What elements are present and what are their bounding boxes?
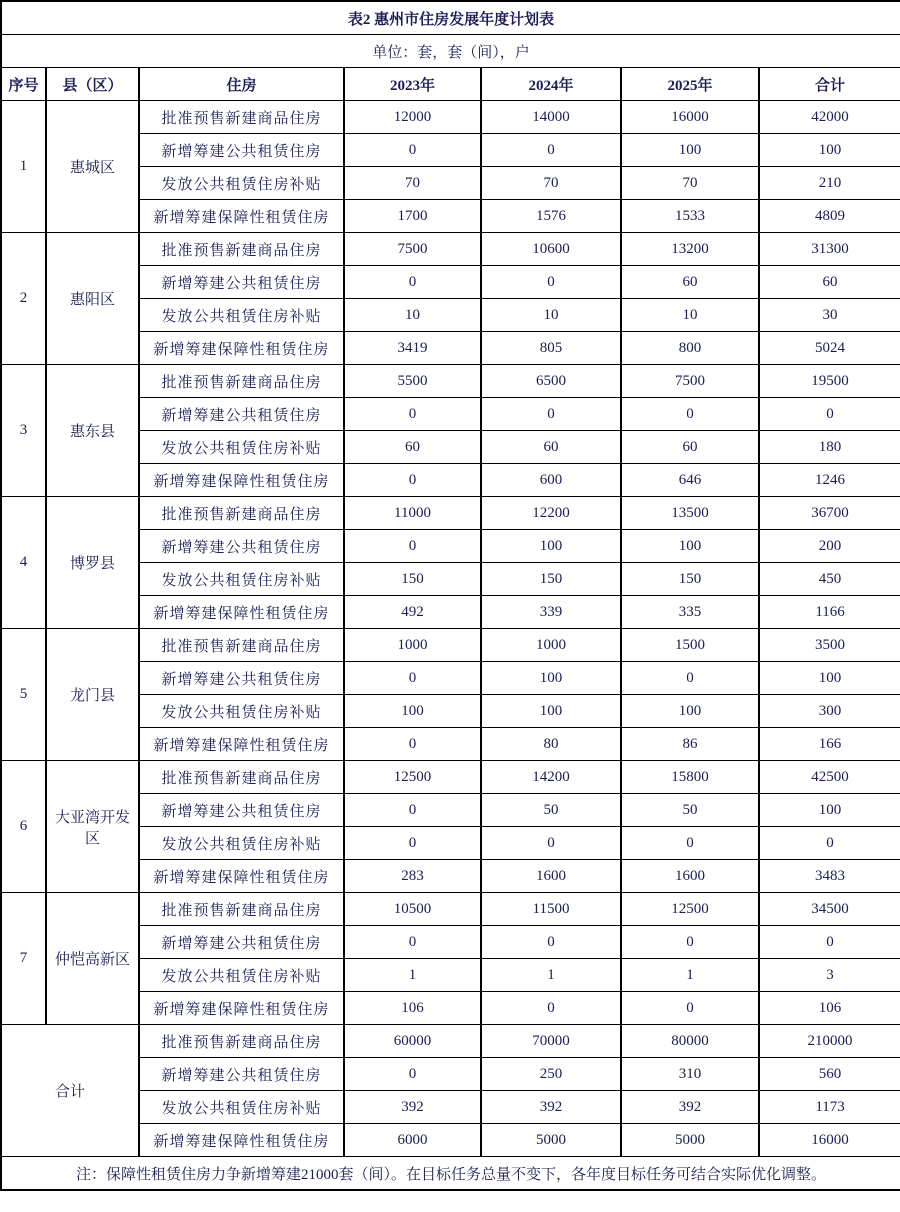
value-cell: 60 xyxy=(621,431,759,464)
value-cell: 10 xyxy=(621,299,759,332)
value-cell: 392 xyxy=(481,1091,621,1124)
row-label-cell: 批准预售新建商品住房 xyxy=(139,365,344,398)
table-row xyxy=(1,365,900,398)
row-label-cell: 批准预售新建商品住房 xyxy=(139,497,344,530)
value-cell: 100 xyxy=(344,695,481,728)
value-cell: 0 xyxy=(344,827,481,860)
col-header-index: 序号 xyxy=(1,68,46,101)
value-cell: 34500 xyxy=(759,893,900,926)
value-cell: 600 xyxy=(481,464,621,497)
value-cell: 0 xyxy=(481,827,621,860)
row-label-cell: 新增筹建保障性租赁住房 xyxy=(139,596,344,629)
value-cell: 70 xyxy=(621,167,759,200)
value-cell: 12500 xyxy=(621,893,759,926)
value-cell: 1 xyxy=(344,959,481,992)
value-cell: 100 xyxy=(481,695,621,728)
row-label-cell: 批准预售新建商品住房 xyxy=(139,1025,344,1058)
value-cell: 310 xyxy=(621,1058,759,1091)
row-label-cell: 新增筹建保障性租赁住房 xyxy=(139,1124,344,1157)
value-cell: 6000 xyxy=(344,1124,481,1157)
value-cell: 392 xyxy=(621,1091,759,1124)
value-cell: 180 xyxy=(759,431,900,464)
value-cell: 4809 xyxy=(759,200,900,233)
value-cell: 200 xyxy=(759,530,900,563)
value-cell: 0 xyxy=(759,398,900,431)
value-cell: 0 xyxy=(621,926,759,959)
value-cell: 0 xyxy=(344,464,481,497)
value-cell: 5000 xyxy=(621,1124,759,1157)
row-label-cell: 新增筹建公共租赁住房 xyxy=(139,1058,344,1091)
value-cell: 1500 xyxy=(621,629,759,662)
value-cell: 86 xyxy=(621,728,759,761)
value-cell: 16000 xyxy=(759,1124,900,1157)
value-cell: 0 xyxy=(481,926,621,959)
value-cell: 1 xyxy=(621,959,759,992)
row-label-cell: 批准预售新建商品住房 xyxy=(139,629,344,662)
value-cell: 0 xyxy=(481,992,621,1025)
row-label-cell: 新增筹建保障性租赁住房 xyxy=(139,860,344,893)
value-cell: 13200 xyxy=(621,233,759,266)
row-label-cell: 发放公共租赁住房补贴 xyxy=(139,167,344,200)
value-cell: 12500 xyxy=(344,761,481,794)
value-cell: 100 xyxy=(621,134,759,167)
value-cell: 15800 xyxy=(621,761,759,794)
row-label-cell: 新增筹建保障性租赁住房 xyxy=(139,200,344,233)
district-cell: 博罗县 xyxy=(46,497,139,629)
value-cell: 339 xyxy=(481,596,621,629)
district-cell: 龙门县 xyxy=(46,629,139,761)
value-cell: 1533 xyxy=(621,200,759,233)
district-cell: 惠东县 xyxy=(46,365,139,497)
row-label-cell: 新增筹建保障性租赁住房 xyxy=(139,992,344,1025)
col-header-2024: 2024年 xyxy=(481,68,621,101)
value-cell: 12200 xyxy=(481,497,621,530)
table-row xyxy=(1,1025,900,1058)
col-header-total: 合计 xyxy=(759,68,900,101)
value-cell: 70 xyxy=(344,167,481,200)
header-row xyxy=(1,68,900,101)
row-label-cell: 新增筹建公共租赁住房 xyxy=(139,662,344,695)
row-label-cell: 发放公共租赁住房补贴 xyxy=(139,827,344,860)
value-cell: 3483 xyxy=(759,860,900,893)
value-cell: 16000 xyxy=(621,101,759,134)
row-label-cell: 发放公共租赁住房补贴 xyxy=(139,431,344,464)
value-cell: 0 xyxy=(344,728,481,761)
value-cell: 1600 xyxy=(621,860,759,893)
index-cell: 1 xyxy=(1,101,46,233)
row-label-cell: 发放公共租赁住房补贴 xyxy=(139,1091,344,1124)
value-cell: 1166 xyxy=(759,596,900,629)
table-row xyxy=(1,497,900,530)
value-cell: 1576 xyxy=(481,200,621,233)
value-cell: 10 xyxy=(344,299,481,332)
col-header-2025: 2025年 xyxy=(621,68,759,101)
row-label-cell: 新增筹建保障性租赁住房 xyxy=(139,332,344,365)
value-cell: 1700 xyxy=(344,200,481,233)
value-cell: 100 xyxy=(759,134,900,167)
footnote: 注：保障性租赁住房力争新增筹建21000套（间）。在目标任务总量不变下，各年度目标任务可结合实际优化调整。 xyxy=(1,1157,900,1191)
value-cell: 7500 xyxy=(621,365,759,398)
value-cell: 10 xyxy=(481,299,621,332)
title-row xyxy=(1,1,900,35)
value-cell: 0 xyxy=(344,794,481,827)
value-cell: 0 xyxy=(621,827,759,860)
value-cell: 0 xyxy=(621,992,759,1025)
value-cell: 31300 xyxy=(759,233,900,266)
value-cell: 0 xyxy=(344,926,481,959)
value-cell: 150 xyxy=(481,563,621,596)
value-cell: 1246 xyxy=(759,464,900,497)
value-cell: 3500 xyxy=(759,629,900,662)
value-cell: 14000 xyxy=(481,101,621,134)
value-cell: 60000 xyxy=(344,1025,481,1058)
value-cell: 150 xyxy=(344,563,481,596)
row-label-cell: 发放公共租赁住房补贴 xyxy=(139,959,344,992)
district-cell: 仲恺高新区 xyxy=(46,893,139,1025)
total-label-cell: 合计 xyxy=(1,1025,139,1157)
value-cell: 250 xyxy=(481,1058,621,1091)
value-cell: 0 xyxy=(621,662,759,695)
value-cell: 5500 xyxy=(344,365,481,398)
index-cell: 2 xyxy=(1,233,46,365)
index-cell: 3 xyxy=(1,365,46,497)
value-cell: 150 xyxy=(621,563,759,596)
row-label-cell: 新增筹建公共租赁住房 xyxy=(139,530,344,563)
value-cell: 0 xyxy=(621,398,759,431)
index-cell: 7 xyxy=(1,893,46,1025)
row-label-cell: 发放公共租赁住房补贴 xyxy=(139,299,344,332)
index-cell: 4 xyxy=(1,497,46,629)
value-cell: 1600 xyxy=(481,860,621,893)
district-cell: 大亚湾开发区 xyxy=(46,761,139,893)
unit-row xyxy=(1,35,900,68)
value-cell: 0 xyxy=(344,398,481,431)
value-cell: 11000 xyxy=(344,497,481,530)
value-cell: 10500 xyxy=(344,893,481,926)
table-row xyxy=(1,893,900,926)
value-cell: 60 xyxy=(481,431,621,464)
value-cell: 0 xyxy=(344,266,481,299)
value-cell: 0 xyxy=(481,134,621,167)
value-cell: 0 xyxy=(481,266,621,299)
value-cell: 106 xyxy=(344,992,481,1025)
value-cell: 11500 xyxy=(481,893,621,926)
value-cell: 42000 xyxy=(759,101,900,134)
table-row xyxy=(1,761,900,794)
value-cell: 80 xyxy=(481,728,621,761)
value-cell: 50 xyxy=(481,794,621,827)
value-cell: 210000 xyxy=(759,1025,900,1058)
col-header-district: 县（区） xyxy=(46,68,139,101)
value-cell: 106 xyxy=(759,992,900,1025)
value-cell: 0 xyxy=(759,827,900,860)
value-cell: 60 xyxy=(621,266,759,299)
value-cell: 100 xyxy=(621,695,759,728)
value-cell: 100 xyxy=(759,794,900,827)
value-cell: 6500 xyxy=(481,365,621,398)
value-cell: 100 xyxy=(481,662,621,695)
value-cell: 0 xyxy=(344,1058,481,1091)
value-cell: 0 xyxy=(759,926,900,959)
value-cell: 10600 xyxy=(481,233,621,266)
row-label-cell: 批准预售新建商品住房 xyxy=(139,101,344,134)
value-cell: 300 xyxy=(759,695,900,728)
value-cell: 50 xyxy=(621,794,759,827)
value-cell: 210 xyxy=(759,167,900,200)
value-cell: 1000 xyxy=(344,629,481,662)
col-header-2023: 2023年 xyxy=(344,68,481,101)
value-cell: 805 xyxy=(481,332,621,365)
col-header-housing: 住房 xyxy=(139,68,344,101)
row-label-cell: 新增筹建保障性租赁住房 xyxy=(139,464,344,497)
value-cell: 7500 xyxy=(344,233,481,266)
table-row xyxy=(1,101,900,134)
unit-label: 单位：套，套（间），户 xyxy=(1,35,900,68)
value-cell: 19500 xyxy=(759,365,900,398)
index-cell: 5 xyxy=(1,629,46,761)
value-cell: 42500 xyxy=(759,761,900,794)
value-cell: 800 xyxy=(621,332,759,365)
value-cell: 646 xyxy=(621,464,759,497)
value-cell: 166 xyxy=(759,728,900,761)
value-cell: 80000 xyxy=(621,1025,759,1058)
value-cell: 392 xyxy=(344,1091,481,1124)
value-cell: 36700 xyxy=(759,497,900,530)
row-label-cell: 新增筹建公共租赁住房 xyxy=(139,266,344,299)
value-cell: 12000 xyxy=(344,101,481,134)
value-cell: 60 xyxy=(344,431,481,464)
index-cell: 6 xyxy=(1,761,46,893)
value-cell: 335 xyxy=(621,596,759,629)
table-row xyxy=(1,629,900,662)
district-cell: 惠阳区 xyxy=(46,233,139,365)
row-label-cell: 批准预售新建商品住房 xyxy=(139,893,344,926)
value-cell: 1000 xyxy=(481,629,621,662)
value-cell: 100 xyxy=(481,530,621,563)
row-label-cell: 批准预售新建商品住房 xyxy=(139,761,344,794)
value-cell: 70 xyxy=(481,167,621,200)
table-row xyxy=(1,233,900,266)
value-cell: 70000 xyxy=(481,1025,621,1058)
row-label-cell: 新增筹建公共租赁住房 xyxy=(139,926,344,959)
district-cell: 惠城区 xyxy=(46,101,139,233)
value-cell: 100 xyxy=(759,662,900,695)
footnote-row xyxy=(1,1157,900,1191)
value-cell: 0 xyxy=(481,398,621,431)
value-cell: 283 xyxy=(344,860,481,893)
row-label-cell: 新增筹建公共租赁住房 xyxy=(139,134,344,167)
value-cell: 3 xyxy=(759,959,900,992)
value-cell: 60 xyxy=(759,266,900,299)
row-label-cell: 发放公共租赁住房补贴 xyxy=(139,695,344,728)
value-cell: 0 xyxy=(344,134,481,167)
value-cell: 13500 xyxy=(621,497,759,530)
row-label-cell: 新增筹建公共租赁住房 xyxy=(139,398,344,431)
value-cell: 5000 xyxy=(481,1124,621,1157)
value-cell: 1 xyxy=(481,959,621,992)
value-cell: 450 xyxy=(759,563,900,596)
value-cell: 30 xyxy=(759,299,900,332)
value-cell: 492 xyxy=(344,596,481,629)
value-cell: 0 xyxy=(344,530,481,563)
row-label-cell: 发放公共租赁住房补贴 xyxy=(139,563,344,596)
row-label-cell: 新增筹建保障性租赁住房 xyxy=(139,728,344,761)
value-cell: 5024 xyxy=(759,332,900,365)
row-label-cell: 批准预售新建商品住房 xyxy=(139,233,344,266)
value-cell: 3419 xyxy=(344,332,481,365)
value-cell: 1173 xyxy=(759,1091,900,1124)
value-cell: 0 xyxy=(344,662,481,695)
value-cell: 14200 xyxy=(481,761,621,794)
value-cell: 100 xyxy=(621,530,759,563)
table-title: 表2 惠州市住房发展年度计划表 xyxy=(1,1,900,35)
value-cell: 560 xyxy=(759,1058,900,1091)
row-label-cell: 新增筹建公共租赁住房 xyxy=(139,794,344,827)
